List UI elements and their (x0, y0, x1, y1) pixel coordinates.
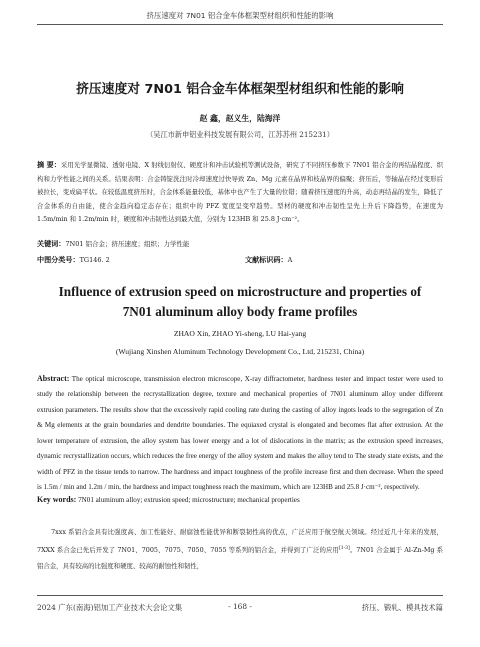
clc-value: TG146. 2 (79, 256, 110, 264)
abstract-text-cn: 采用光学显微镜、透射电镜、X 射线衍射仪、硬度计和冲击试验机等测试设备，研究了不同挤压参数下 7N01 铝合金的再结晶程度、织构和力学性能之间的关系。结果表明：合金铸锭洗注时冷却速度过快导致 Zn、Mg 元素在晶界和枝晶界的偏聚；挤压后，等轴晶在经过变形后被拉长，变成扁平状。在较低温度挤压时，合金体系能量较低，基体中也产生了大量的位错；随着挤压速度的升高，动态再结晶的发生，降低了合金体系的自由能，使合金趋向稳定态存在；组织中的 PFZ 宽度呈变窄趋势。型材的硬度和冲击韧性呈先上升后下降趋势，在速度为 1.5m/min 和 1.2m/min 时，硬度和冲击韧性达到最大值，分别为 123HB 和 25.8 J·cm⁻²。 (37, 161, 443, 224)
abstract-label-cn: 摘 要： (37, 160, 61, 169)
citation-ref: [1-3] (338, 545, 350, 551)
keywords-label-cn: 关键词： (37, 239, 66, 248)
keywords-cn (37, 239, 443, 249)
body-paragraph (37, 525, 443, 575)
keywords-text-en: 7N01 aluminum alloy; extrusion speed; microstructure; mechanical properties (76, 496, 300, 504)
keywords-label-en: Key words: (37, 495, 77, 504)
clc-number (37, 255, 110, 265)
abstract-label-en: Abstract: (37, 374, 70, 383)
abstract-cn (37, 158, 443, 227)
doc-code-label: 文献标识码： (245, 255, 288, 264)
paper-title-cn: 挤压速度对 7N01 铝合金车体框架型材组织和性能的影响 (76, 82, 404, 97)
keywords-text-cn: 7N01 铝合金；挤压速度；组织；力学性能 (65, 240, 190, 248)
page-number: - 168 - (228, 602, 252, 611)
authors-en: ZHAO Xin, ZHAO Yi-sheng, LU Hai-yang (173, 329, 307, 338)
header-rule (37, 24, 443, 25)
body-text-part1: 7xxx 系铝合金具有比强度高、加工性能好、耐腐蚀性能优异和断裂韧性高的优点，广泛应用于航空航天领域。经过近几十年来的发展，7XXX 系合金已先后开发了 7N01、7005、7075、7050、7055 等系列的铝合金，并得到了广泛的应用 (37, 528, 443, 554)
doc-code-value: A (287, 256, 293, 264)
authors-cn: 赵 鑫，赵义生，陆海洋 (199, 114, 281, 123)
affiliation-en: (Wujiang Xinshen Aluminum Technology Development Co., Ltd, 215231, China) (115, 347, 365, 356)
footer-proceedings: 2024 广东(南海)铝加工产业技术大会论文集 (37, 603, 183, 612)
footer-rule (37, 595, 443, 596)
running-header: 挤压速度对 7N01 铝合金车体框架型材组织和性能的影响 (146, 11, 334, 20)
keywords-en (37, 495, 443, 504)
body-text-part2: 。7N01 合金属于 Al-Zn-Mg 系铝合金，具有较高的比强度和硬度、较高的耐蚀性和韧性， (37, 545, 443, 570)
paper-title-en: Influence of extrusion speed on microstructure and properties of 7N01 aluminum alloy body frame profiles (58, 284, 422, 319)
document-code (245, 255, 292, 265)
abstract-en (37, 371, 443, 496)
clc-label: 中图分类号： (37, 255, 80, 264)
affiliation-cn: （吴江市新申铝业科技发展有限公司，江苏苏州 215231） (146, 130, 334, 139)
footer-section: 挤压、锻轧、模具技术篇 (361, 603, 443, 612)
abstract-text-en: The optical microscope, transmission electron microscope, X-ray diffractometer, hardness tester and impact tester were used to study the relationship between the recrystallization degree, texture and mechanical properties of 7N01 aluminum alloy under different extrusion parameters. The results show that the excessively rapid cooling rate during the casting of alloy ingots leads to the segregation of Zn & Mg elements at the grain boundaries and dendrite boundaries. The equiaxed crystal is elongated and becomes flat after extrusion. At the lower temperature of extrusion, the alloy system has lower energy and a lot of dislocations in the matrix; as the extrusion speed increases, dynamic recrystallization occurs, which reduces the free energy of the alloy system and makes the alloy tend to The steady state exists, and the width of PFZ in the tissue tends to narrow. The hardness and impact toughness of the profile increase first and then decrease. When the speed is 1.5m / min and 1.2m / min, the hardness and impact toughness reach the maximum, which are 123HB and 25.8 J·cm⁻², respectively. (37, 375, 443, 492)
